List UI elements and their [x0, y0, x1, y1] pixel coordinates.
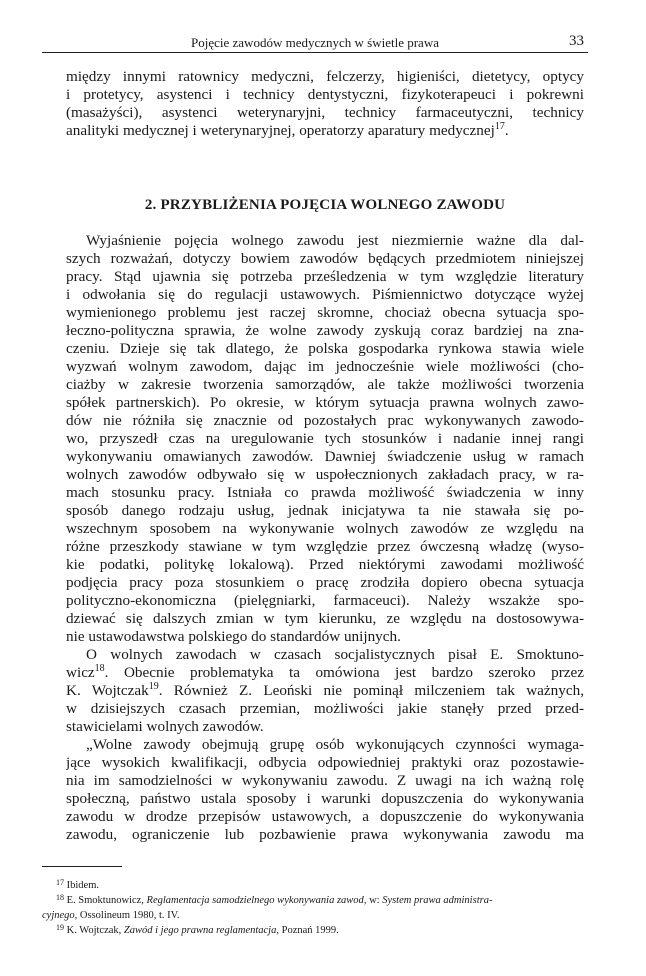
text-line: sposób danego rodzaju usług, jednak inicjatywa ta nie stawała się po- [66, 502, 584, 519]
section-text [66, 232, 584, 844]
section-heading: 2. PRZYBLIŻENIA POJĘCIA WOLNEGO ZAWODU [144, 197, 506, 213]
text-line: wykonywaniu omawianych zawodów. Dawniej świadczenie usług w ramach [66, 448, 584, 465]
footnote-text: , w: [363, 895, 383, 906]
text-line: nie ustawodawstwa polskiego do standardów unijnych. [66, 628, 401, 645]
line-text: analityki medycznej i weterynaryjnej, operatorzy aparatury medycznej [66, 122, 495, 139]
running-title: Pojęcie zawodów medycznych w świetle prawa [191, 35, 439, 50]
text-line: kie podatki, politykę lokalową). Przed niektórymi zawodami możliwość [66, 556, 584, 573]
text-line: stawicielami wolnych zawodów. [66, 718, 264, 735]
text-line: zawodu, ograniczenie lub pozbawienie prawa wykonywania zawodu ma [66, 826, 584, 843]
footnote-text: , Poznań 1999. [276, 925, 339, 936]
footnote-source: System prawa administra- [382, 895, 493, 906]
running-header [42, 34, 588, 53]
text-line: „Wolne zawody obejmują grupę osób wykonujących czynności wymaga- [86, 736, 584, 753]
text-line: łeczno-polityczna sprawia, że wolne zawody zyskują coraz bardziej na zna- [66, 322, 584, 339]
footnote-text: Ibidem. [66, 880, 99, 891]
line-text: . Obecnie problematyka ta omówiona jest bardzo szeroko przez [104, 664, 584, 681]
text-line [66, 664, 584, 682]
footnote-18 [42, 893, 562, 923]
text-line: nia im samodzielności w wykonywaniu zawodu. Z uwagi na ich ważną rolę [66, 772, 584, 789]
line-text: . Również Z. Leoński nie pominął milczeniem tak ważnych, [158, 682, 584, 699]
footnotes [42, 878, 562, 938]
footnote-number: 19 [56, 923, 64, 932]
paragraph [66, 232, 584, 646]
footnote-author: E. Smoktunowicz, [66, 895, 147, 906]
footnote-author: K. Wojtczak, [66, 925, 124, 936]
footnote-title: Reglamentacja samodzielnego wykonywania zawod [146, 895, 364, 906]
text-line: ciażby w zakresie tworzenia samorządów, ale także możliwości tworzenia [66, 376, 584, 393]
footnote-reference: 17 [494, 122, 505, 132]
text-line: w dzisiejszych czasach przemian, możliwości jakie stanęły przed przed- [66, 700, 584, 717]
body-text [66, 68, 584, 844]
paragraph [66, 68, 584, 140]
text-line: wymienionego problemu jest raczej skromne, chociaż obecna sytuacja spo- [66, 304, 584, 321]
pre-heading-text [66, 68, 584, 140]
footnote-reference: 18 [94, 664, 105, 674]
text-line: wolnych zawodów odbywało się w uspołecznionych zakładach pracy, w ra- [66, 466, 584, 483]
text-line: między innymi ratownicy medyczni, felczerzy, higieniści, dietetycy, optycy [66, 68, 584, 85]
text-line [66, 122, 584, 140]
text-line: wszechnym sposobem na wykonywanie wolnych zawodów ze względu na [66, 520, 584, 537]
line-text: K. Wojtczak [66, 682, 149, 699]
footnote-number: 18 [56, 893, 64, 902]
text-line: podjęcia pracy poza stosunkiem o pracę zrodziła dopiero obecna sytuacja [66, 574, 584, 591]
footnote-reference: 19 [148, 682, 159, 692]
text-line: i odwołania się do regulacji ustawowych. Piśmiennictwo dotyczące wyżej [66, 286, 584, 303]
footnote-continuation [42, 910, 179, 921]
text-line: O wolnych zawodach w czasach socjalistycznych pisał E. Smoktuno- [86, 646, 584, 663]
footnote-source: cyjnego [42, 910, 75, 921]
text-line: czeniu. Dzieje się tak dlatego, że polska gospodarka rynkowa stawia wiele [66, 340, 584, 357]
footnote-19 [42, 923, 562, 938]
text-line: szych rozważań, dotyczy bowiem zawodów będących przedmiotem niniejszej [66, 250, 584, 267]
text-line: różne przeszkody stawiane w tym względzie przez ówczesną władzę (wyso- [66, 538, 584, 555]
footnote-divider [42, 866, 122, 867]
footnote-text: , Ossolineum 1980, t. IV. [74, 910, 180, 921]
text-line [66, 682, 584, 700]
footnote-number: 17 [56, 878, 64, 887]
text-line: pracy. Stąd ujawnia się potrzeba prześledzenia w tym względzie literatury [66, 268, 584, 285]
text-line: wyzwań wolnym zawodom, dając im jednocześnie wiele możliwości (cho- [66, 358, 584, 375]
text-line: dziewać się dalszych zmian w tym kierunku, ze względu na dostosowywa- [66, 610, 584, 627]
footnote-title: Zawód i jego prawna reglamentacja [123, 925, 277, 936]
text-line: wo, przyszedł czas na uregulowanie tych stosunków i nadanie innej rangi [66, 430, 584, 447]
text-line: dów nie różniła się znacznie od pozostałych prac wykonywanych zawodo- [66, 412, 584, 429]
paragraph [66, 736, 584, 844]
text-line: polityczno-ekonomiczna (pielęgniarki, farmaceuci). Należy wszakże spo- [66, 592, 584, 609]
page-number: 33 [569, 33, 584, 49]
line-text: wicz [66, 664, 95, 681]
text-line: jące wysokich kwalifikacji, odbycia odpowiedniej praktyki oraz pozostawie- [66, 754, 584, 771]
line-text: . [504, 122, 509, 139]
paragraph [66, 646, 584, 736]
text-line: mach stosunku pracy. Istniała co prawda możliwość świadczenia w inny [66, 484, 584, 501]
text-line: spółek partnerskich). Po okresie, w którym sytuacja prawna wolnych zawo- [66, 394, 584, 411]
footnote-17 [42, 878, 562, 893]
text-line: zawodu w drodze przepisów ustawowych, a dopuszczenie do wykonywania [66, 808, 584, 825]
text-line: Wyjaśnienie pojęcia wolnego zawodu jest niezmiernie ważne dla dal- [86, 232, 584, 249]
text-line: społeczną, państwo ustala sposoby i warunki dopuszczenia do wykonywania [66, 790, 584, 807]
text-line: i protetycy, asystenci i technicy dentystyczni, fizykoterapeuci i pokrewni [66, 86, 584, 103]
text-line: (masażyści), asystenci weterynaryjni, technicy farmaceutyczni, technicy [66, 104, 584, 121]
